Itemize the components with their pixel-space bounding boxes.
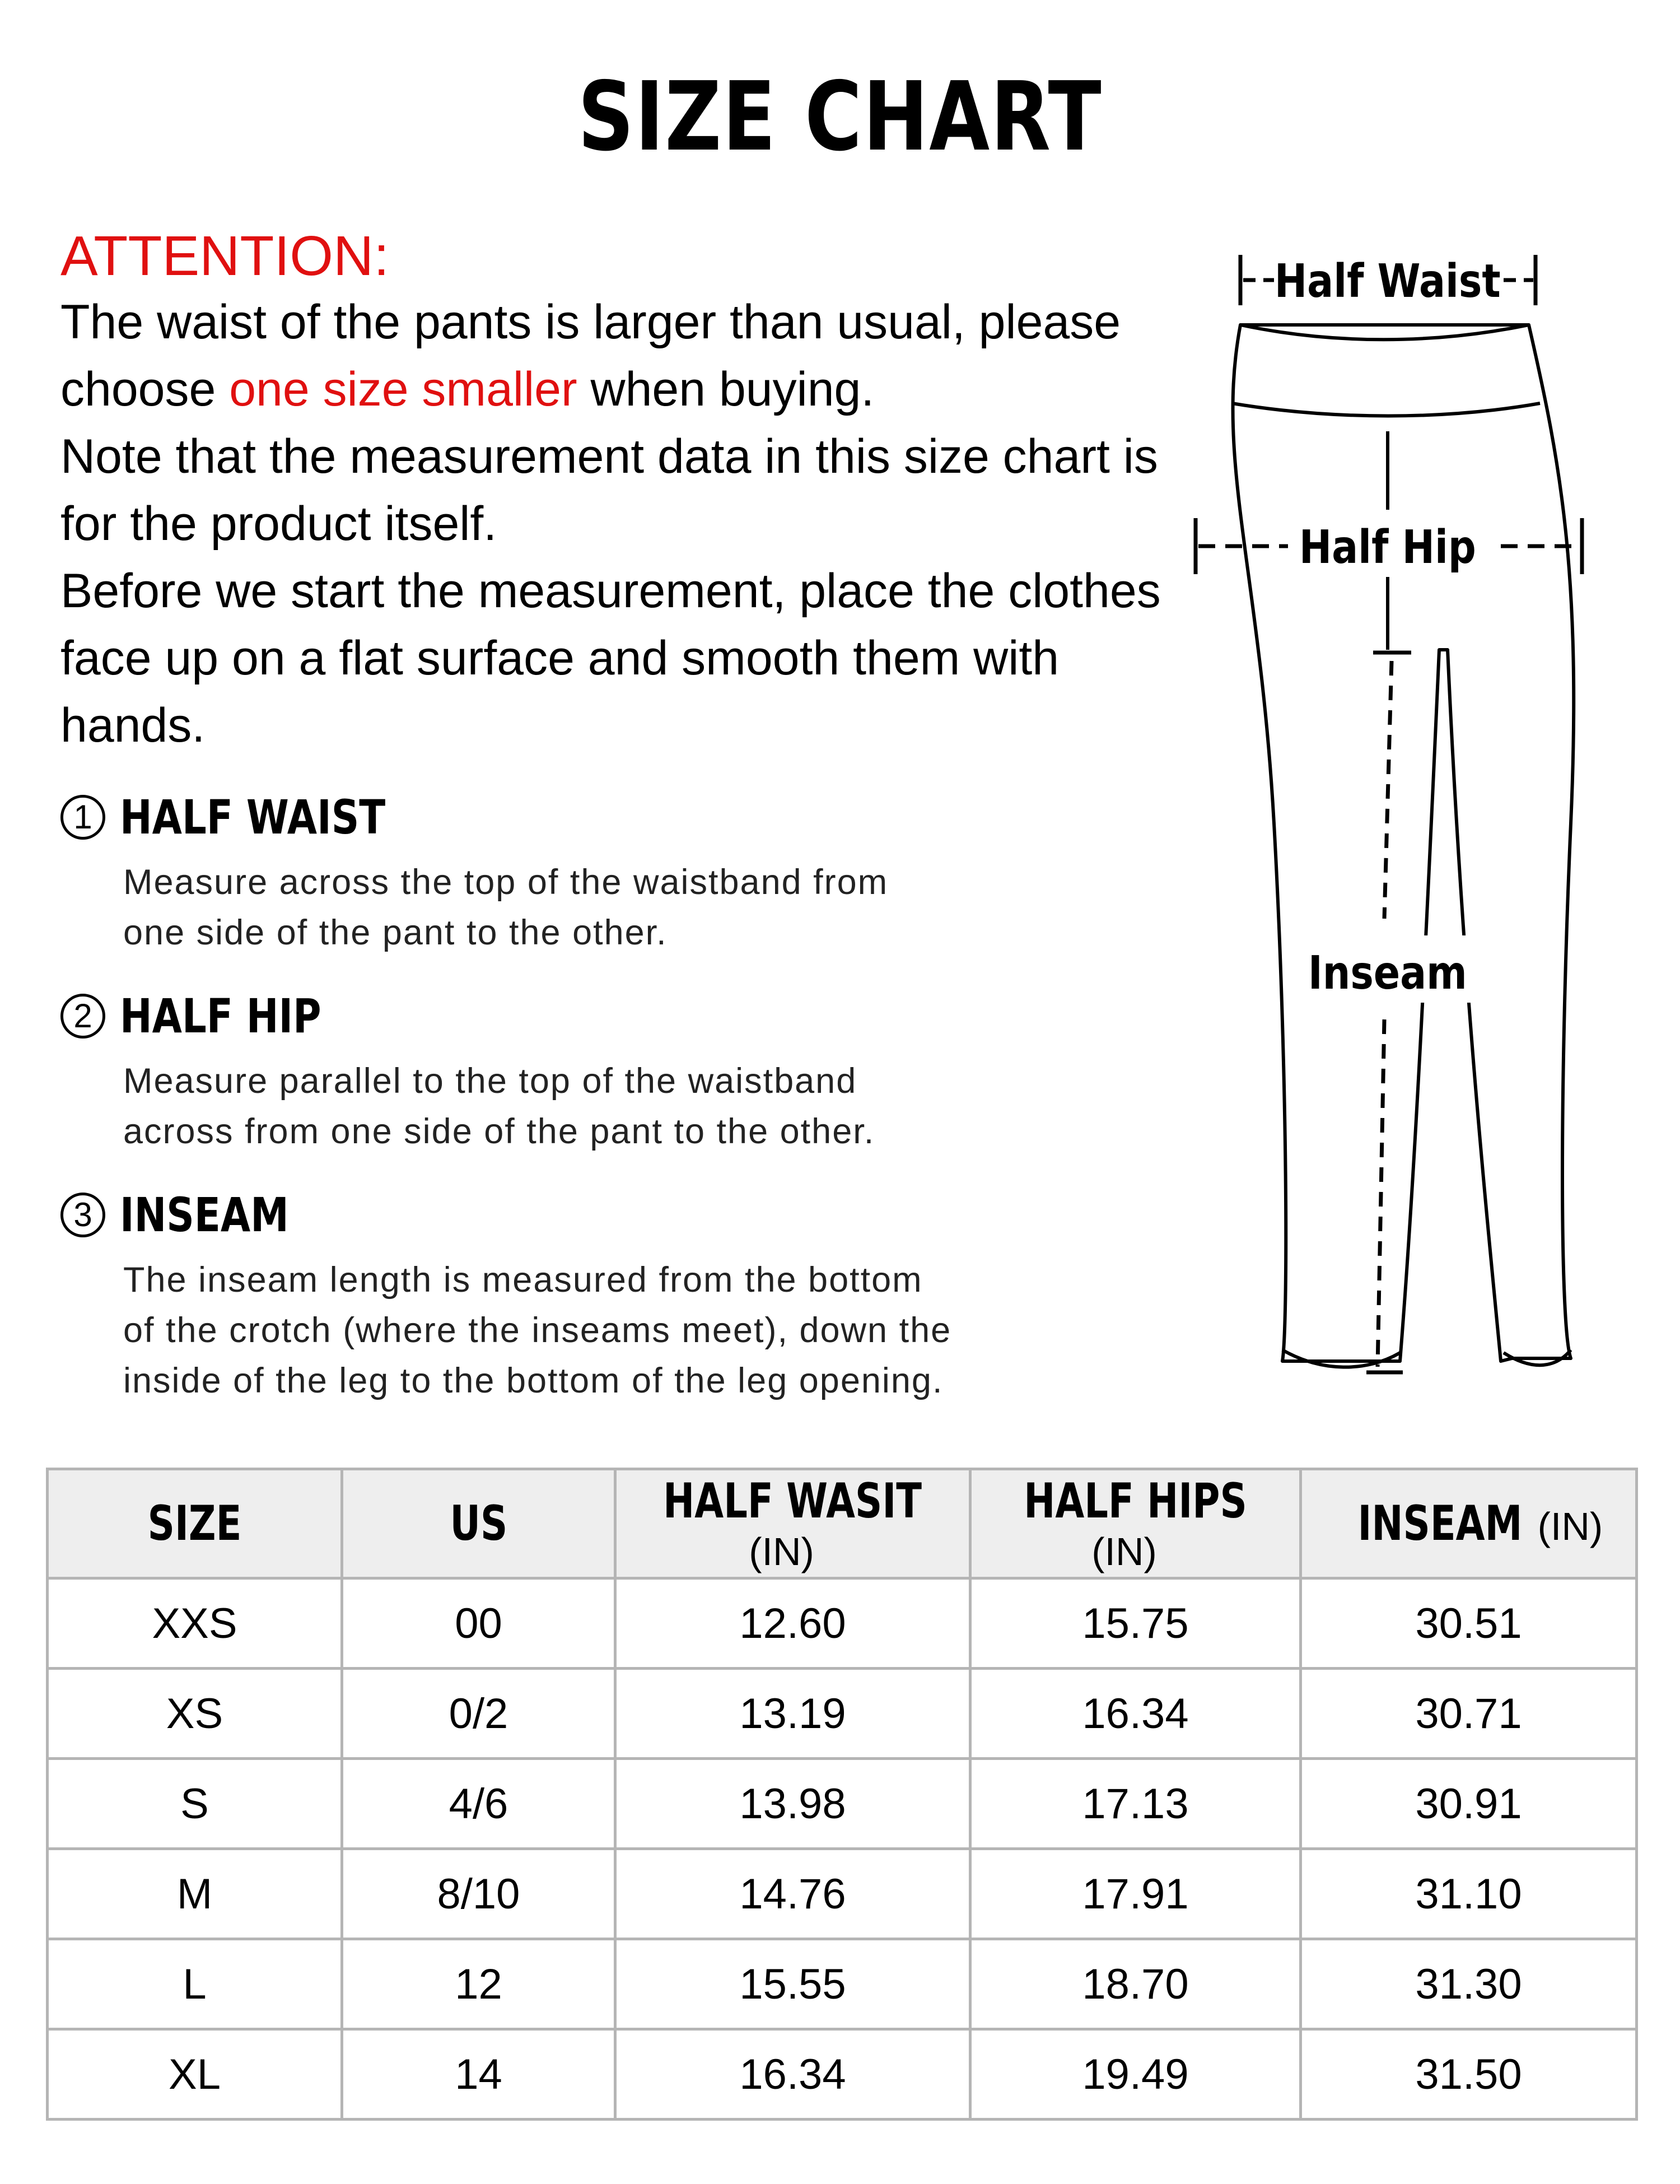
measure-title: HALF HIP bbox=[120, 989, 321, 1044]
measure-half-hip-desc bbox=[123, 1056, 1075, 1157]
cell-size: XS bbox=[48, 1669, 342, 1759]
number-one-icon: 1 bbox=[60, 795, 105, 840]
size-table bbox=[46, 1468, 1638, 2121]
cell-us: 0/2 bbox=[342, 1669, 615, 1759]
desc-line: Measure across the top of the waistband from bbox=[123, 863, 889, 902]
attention-line1-end: when buying. bbox=[577, 362, 875, 416]
header-half-waist bbox=[615, 1469, 970, 1578]
number-three-icon: 3 bbox=[60, 1193, 105, 1237]
pants-outline bbox=[1233, 325, 1574, 1361]
attention-line2: Note that the measurement data in this size chart is for the product itself. bbox=[60, 430, 1158, 551]
measure-title: HALF WAIST bbox=[120, 790, 386, 845]
measure-half-waist-desc bbox=[123, 857, 1075, 958]
cell-us: 8/10 bbox=[342, 1849, 615, 1939]
header-unit: (IN) bbox=[1537, 1505, 1603, 1548]
inseam-label: Inseam bbox=[1308, 946, 1467, 1000]
header-label: HALF HIPS bbox=[1024, 1473, 1247, 1529]
cell-us: 12 bbox=[342, 1939, 615, 2029]
cell-half-hips: 15.75 bbox=[970, 1578, 1301, 1669]
cell-half-waist: 13.98 bbox=[615, 1759, 970, 1849]
cell-half-hips: 17.13 bbox=[970, 1759, 1301, 1849]
cell-inseam: 31.10 bbox=[1301, 1849, 1637, 1939]
desc-line: inside of the leg to the bottom of the leg opening. bbox=[123, 1361, 944, 1400]
cell-inseam: 31.30 bbox=[1301, 1939, 1637, 2029]
desc-line: across from one side of the pant to the other. bbox=[123, 1112, 875, 1151]
measure-inseam-heading bbox=[60, 1188, 326, 1242]
cell-size: XL bbox=[48, 2029, 342, 2120]
header-label: HALF WASIT bbox=[663, 1473, 922, 1529]
header-label: US bbox=[450, 1496, 507, 1552]
desc-line: of the crotch (where the inseams meet), down the bbox=[123, 1311, 952, 1350]
cell-half-waist: 12.60 bbox=[615, 1578, 970, 1669]
cell-size: XXS bbox=[48, 1578, 342, 1669]
table-row bbox=[48, 1849, 1637, 1939]
table-row bbox=[48, 2029, 1637, 2120]
half-waist-label: Half Waist bbox=[1274, 254, 1501, 308]
attention-text bbox=[60, 288, 1169, 759]
number-two-icon: 2 bbox=[60, 994, 105, 1039]
cell-half-hips: 17.91 bbox=[970, 1849, 1301, 1939]
page-title: SIZE CHART bbox=[577, 62, 1103, 173]
desc-line: one side of the pant to the other. bbox=[123, 913, 668, 952]
measure-half-hip-heading bbox=[60, 989, 366, 1044]
header-size bbox=[48, 1469, 342, 1578]
header-inseam bbox=[1301, 1469, 1637, 1578]
cell-size: M bbox=[48, 1849, 342, 1939]
cell-half-hips: 16.34 bbox=[970, 1669, 1301, 1759]
header-label: INSEAM bbox=[1357, 1496, 1523, 1552]
table-row bbox=[48, 1759, 1637, 1849]
desc-line: The inseam length is measured from the bottom bbox=[123, 1260, 923, 1300]
table-row bbox=[48, 1578, 1637, 1669]
measure-title: INSEAM bbox=[120, 1188, 289, 1242]
cell-half-waist: 15.55 bbox=[615, 1939, 970, 2029]
measure-half-waist-heading bbox=[60, 790, 444, 845]
cell-inseam: 31.50 bbox=[1301, 2029, 1637, 2120]
cell-inseam: 30.51 bbox=[1301, 1578, 1637, 1669]
cell-size: L bbox=[48, 1939, 342, 2029]
header-unit: (IN) bbox=[1091, 1530, 1157, 1573]
cell-half-hips: 19.49 bbox=[970, 2029, 1301, 2120]
half-hip-label: Half Hip bbox=[1299, 520, 1476, 574]
desc-line: Measure parallel to the top of the waistband bbox=[123, 1061, 857, 1101]
table-row bbox=[48, 1669, 1637, 1759]
attention-heading: ATTENTION: bbox=[60, 225, 390, 287]
cell-us: 4/6 bbox=[342, 1759, 615, 1849]
table-row bbox=[48, 1939, 1637, 2029]
cell-half-waist: 14.76 bbox=[615, 1849, 970, 1939]
cell-inseam: 30.91 bbox=[1301, 1759, 1637, 1849]
pants-measurement-figure bbox=[1165, 235, 1613, 1412]
cell-size: S bbox=[48, 1759, 342, 1849]
cell-inseam: 30.71 bbox=[1301, 1669, 1637, 1759]
attention-highlight: one size smaller bbox=[229, 362, 577, 416]
cell-half-waist: 13.19 bbox=[615, 1669, 970, 1759]
header-us bbox=[342, 1469, 615, 1578]
header-label: SIZE bbox=[147, 1496, 242, 1552]
cell-half-waist: 16.34 bbox=[615, 2029, 970, 2120]
cell-us: 14 bbox=[342, 2029, 615, 2120]
attention-line1: The waist of the pants is larger than usual, please choose bbox=[60, 295, 1121, 416]
attention-line3: Before we start the measurement, place the clothes face up on a flat surface and smooth them with hands. bbox=[60, 564, 1161, 752]
header-half-hips bbox=[970, 1469, 1301, 1578]
header-unit: (IN) bbox=[749, 1530, 814, 1573]
cell-us: 00 bbox=[342, 1578, 615, 1669]
measure-inseam-desc bbox=[123, 1255, 1075, 1406]
table-header-row bbox=[48, 1469, 1637, 1578]
cell-half-hips: 18.70 bbox=[970, 1939, 1301, 2029]
